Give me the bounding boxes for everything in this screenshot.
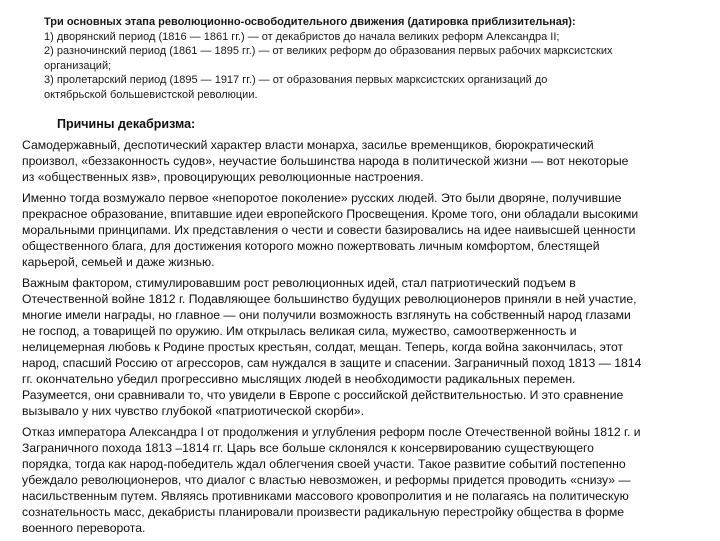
text-line: Разумеется, они сравнивали то, что увидели в Европе с российской действительностью. И это сравнение <box>22 388 624 402</box>
text-line: военного переворота. <box>22 521 146 535</box>
main-text <box>22 137 702 541</box>
text-line: карьерой, семьей и даже жизнью. <box>22 255 215 269</box>
text-line: Самодержавный, деспотический характер власти монарха, засилье временщиков, бюрократический <box>22 138 594 152</box>
text-line: моральными принципами. Их представления о чести и совести базировались на идее наивысшей ценности <box>22 223 636 237</box>
text-line: произвол, «беззаконность судов», неучастие большинства народа в политической жизни — вот некоторые <box>22 154 629 168</box>
text-line: общественного блага, для достижения которого можно пожертвовать личным комфортом, блестящей <box>22 239 600 253</box>
text-line: многие имели награды, но главное — они получили возможность взглянуть на собственный народ глазами <box>22 308 631 322</box>
intro-line: 1) дворянский период (1816 — 1861 гг.) — от декабристов до начала великих реформ Александра II; <box>44 30 560 43</box>
paragraph-2 <box>22 190 702 270</box>
text-line: Именно тогда возмужало первое «непоротое поколение» русских людей. Это были дворяне, получившие <box>22 191 622 205</box>
text-line: насильственным путем. Являясь противниками массового кровопролития и не полагаясь на политическую <box>22 489 629 503</box>
text-line: гг. окончательно убедил прогрессивно мыслящих людей в необходимости радикальных перемен. <box>22 372 576 386</box>
intro-line: 2) разночинский период (1861 — 1895 гг.) — от великих реформ до образования первых рабочих марксистских <box>44 45 613 57</box>
text-line: Важным фактором, стимулировавшим рост революционных идей, стал патриотический подъем в <box>22 276 576 290</box>
section-title: Причины декабризма: <box>57 117 196 131</box>
text-line: Отечественной войне 1812 г. Подавляющее большинство будущих революционеров приняли в ней участие, <box>22 292 637 306</box>
paragraph-4 <box>22 424 702 536</box>
intro-line: 3) пролетарский период (1895 — 1917 гг.) — от образования первых марксистских организаций до <box>44 74 548 86</box>
text-line: сознательность масс, декабристы планировали произвести радикальную перестройку общества в форме <box>22 505 625 519</box>
text-line: вызывало у них чувство глубокой «патриотической скорби». <box>22 404 364 418</box>
text-line: Отказ императора Александра I от продолжения и углубления реформ после Отечественной войны 1812 г. и <box>22 425 641 439</box>
intro-line: организаций; <box>44 59 112 72</box>
text-line: порядка, тогда как народ-победитель ждал облегчения своей участи. Такое развитие событий постепенно <box>22 457 626 471</box>
paragraph-1 <box>22 137 702 185</box>
intro-block <box>44 15 684 102</box>
text-line: прекрасное образование, впитавшие идеи европейского Просвещения. Кроме того, они обладали высокими <box>22 207 639 221</box>
intro-heading: Три основных этапа революционно-освободительного движения (датировка приблизительная): <box>44 16 576 28</box>
intro-line: октябрьской большевистской революции. <box>44 88 258 101</box>
text-line: из «общественных язв», провоцирующих революционные настроения. <box>22 170 424 184</box>
text-line: не господ, а товарищей по оружию. Им открылась великая сила, мужество, самоотверженность и <box>22 324 577 338</box>
text-line: народ, спасший Россию от агрессоров, сам нуждался в защите и спасении. Заграничный поход 1813 — 1814 <box>22 356 642 370</box>
text-line: Заграничного похода 1813 –1814 гг. Царь все больше склонялся к консервированию существующего <box>22 441 594 455</box>
text-line: убеждало революционеров, что диалог с властью невозможен, и реформы придется проводить «снизу» — <box>22 473 631 487</box>
paragraph-3 <box>22 275 702 419</box>
text-line: нелицемерная любовь к Родине простых крестьян, солдат, мещан. Теперь, когда война закончилась, этот <box>22 340 624 354</box>
